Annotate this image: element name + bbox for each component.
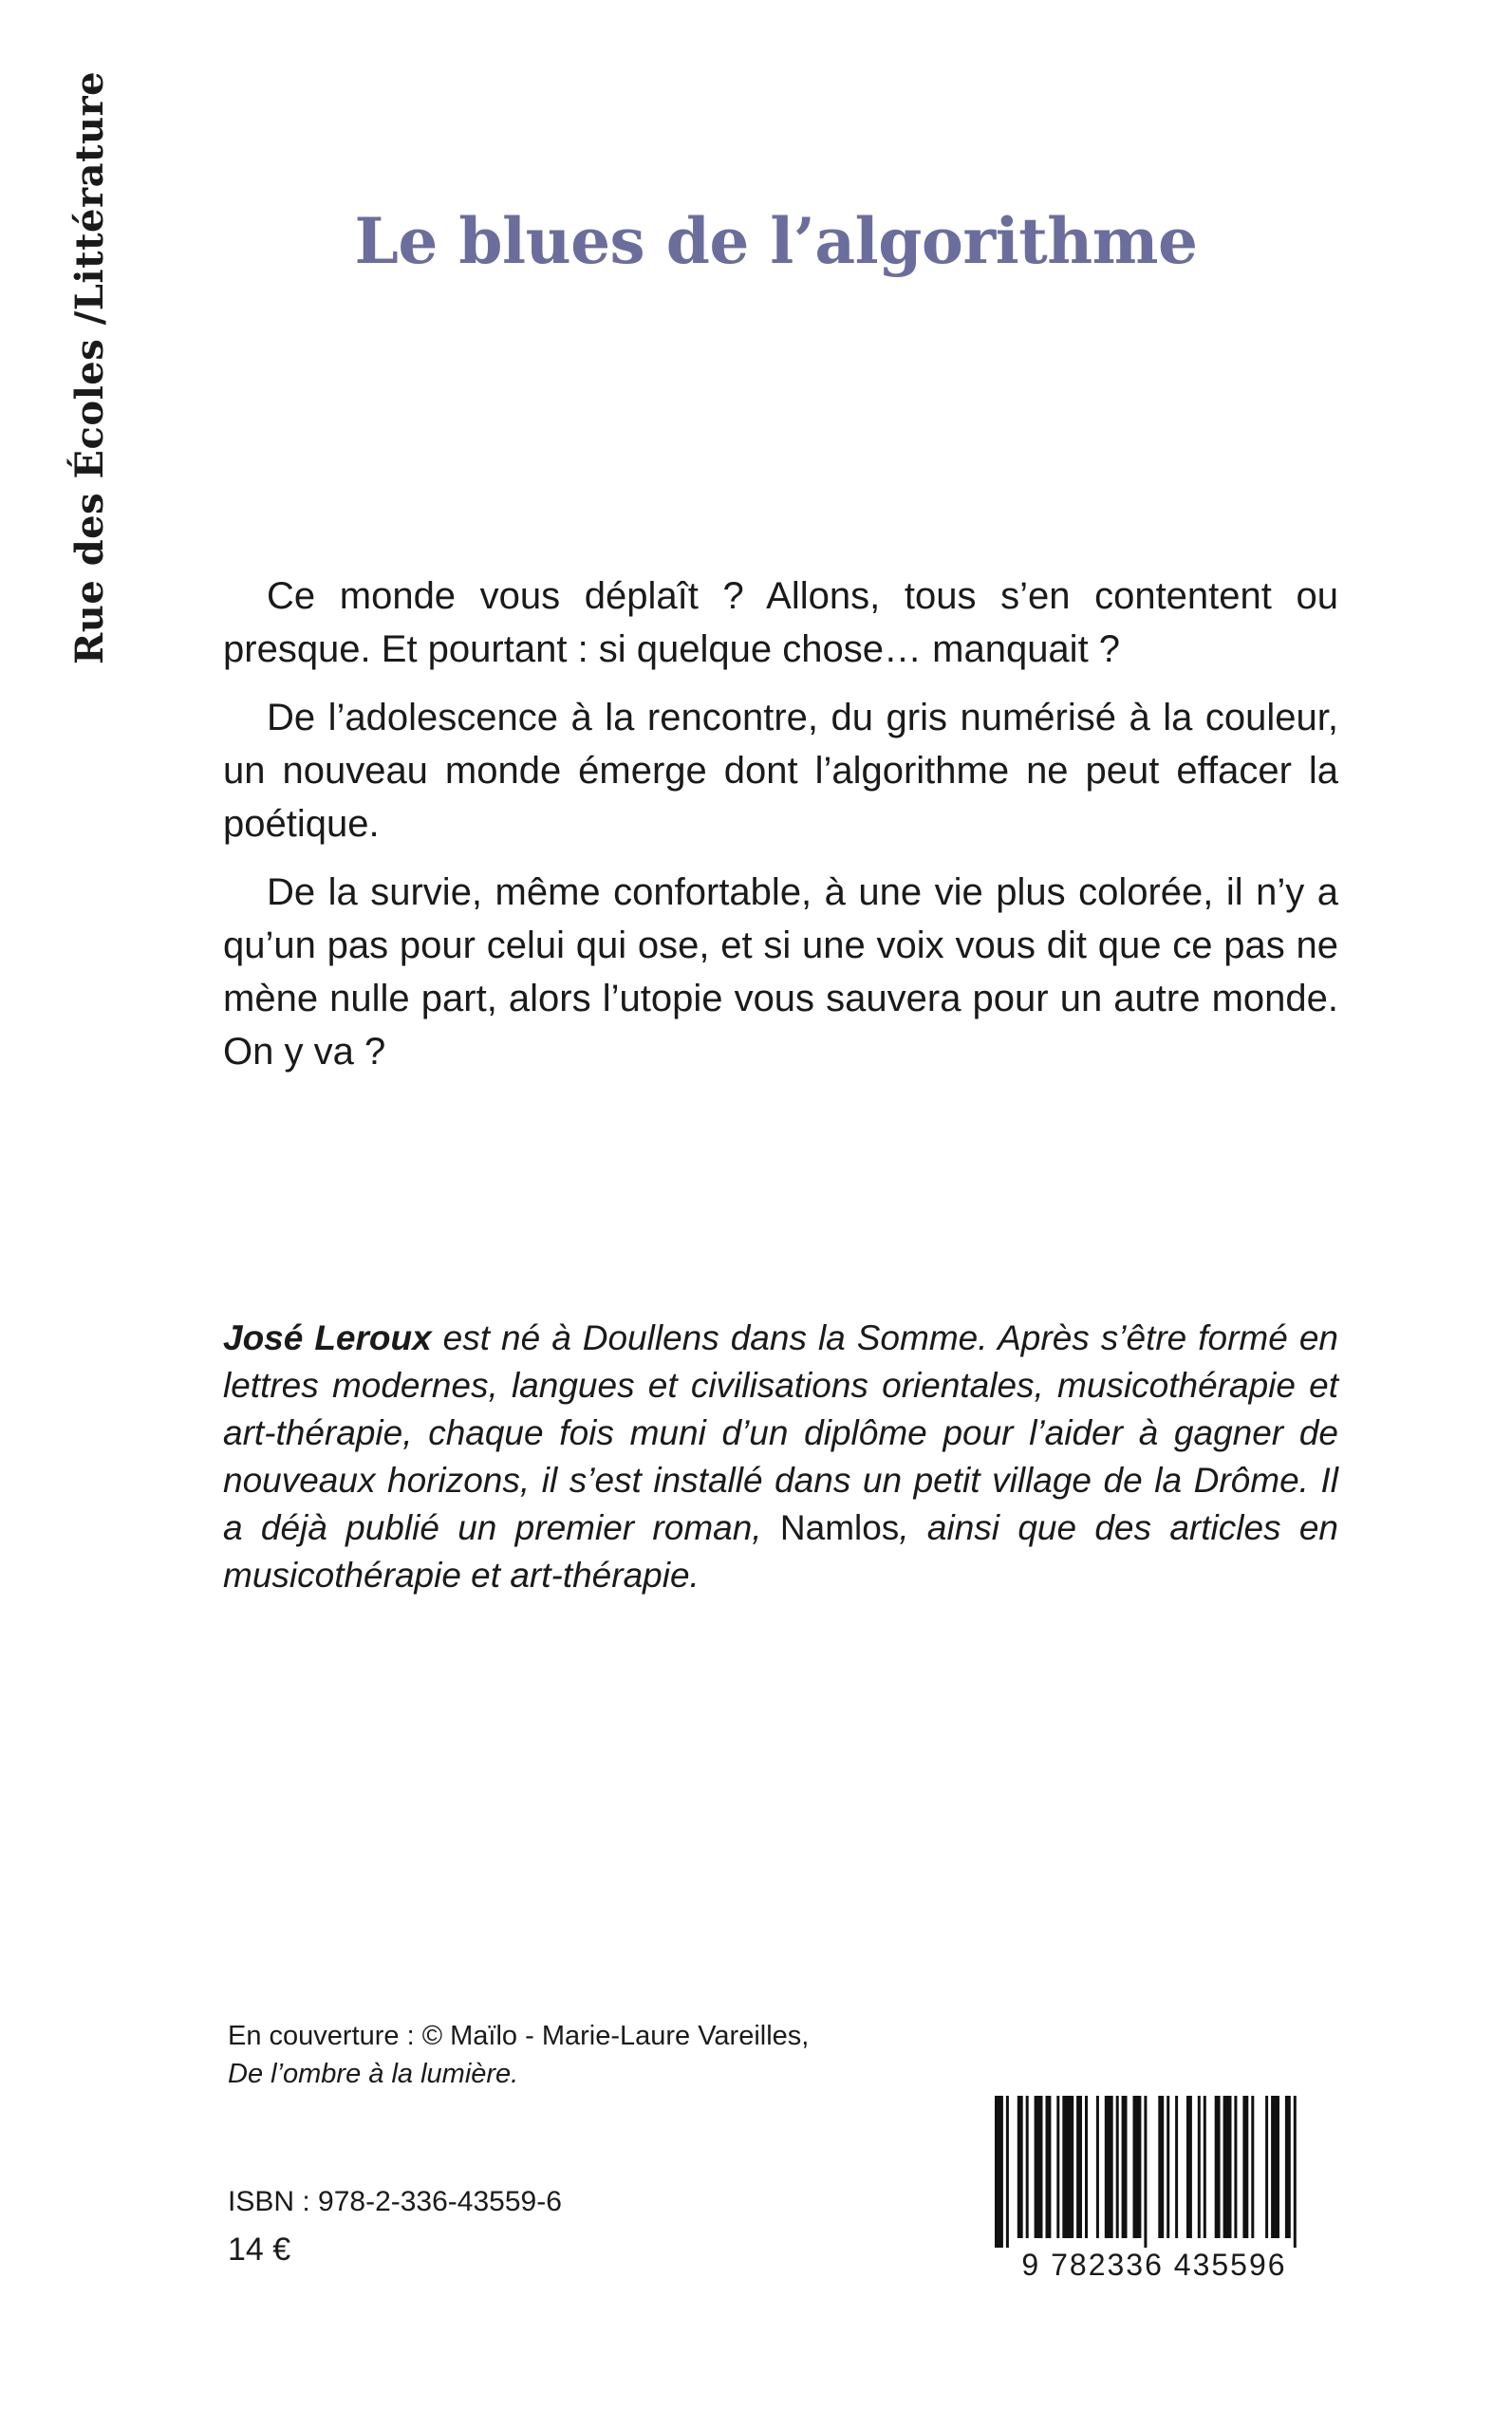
barcode-bar (1056, 2096, 1059, 2238)
cover-credit (228, 2017, 1082, 2093)
blurb-paragraph-2: De l’adolescence à la rencontre, du gris numérisé à la couleur, un nouveau monde émerge dont l’algorithme ne peut effacer la poétique. (223, 697, 1338, 845)
author-bio (223, 1315, 1338, 1599)
barcode-bar (1215, 2096, 1221, 2238)
barcode-bar (1204, 2096, 1206, 2238)
book-title: Le blues de l’algorithme (354, 204, 1198, 278)
barcode-bar (1285, 2096, 1291, 2238)
barcode-bar (1223, 2096, 1232, 2238)
blurb-paragraph-3: De la survie, même confortable, à une vie plus colorée, il n’y a qu’un pas pour celui qui ose, et si une voix vous dit que ce pas ne mène nulle part, alors l’utopie vous sauvera pour un autre monde. On y va ? (223, 871, 1338, 1073)
barcode-bar (1186, 2096, 1192, 2238)
cover-credit-line1: En couverture : © Maïlo - Marie-Laure Vareilles, (228, 2021, 810, 2051)
barcode-bar (995, 2096, 1003, 2248)
barcode-bar (1271, 2096, 1279, 2238)
cover-credit-work: De l’ombre à la lumière. (228, 2059, 519, 2089)
barcode-bar (1242, 2096, 1248, 2238)
isbn: ISBN : 978-2-336-43559-6 (228, 2186, 562, 2217)
bio-text-part2: , ainsi que des articles en musicothérapie et art-thérapie. (223, 1508, 1338, 1595)
bio-text-part1: est né à Doullens dans la Somme. Après s’être formé en lettres modernes, langues et civilisations orientales, musicothérapie et art-thérapie, chaque fois muni d’un diplôme pour l’aider à gagner de nouveaux horizons, il s’est installé dans un petit village de la Drôme. Il a déjà publié un premier roman, (223, 1318, 1338, 1547)
barcode-bar (1006, 2096, 1009, 2248)
barcode-digits: 9 782336 435596 (1021, 2248, 1287, 2282)
blurb-paragraph-1: Ce monde vous déplaît ? Allons, tous s’en contentent ou presque. Et pourtant : si quelque chose… manquait ? (223, 575, 1338, 670)
barcode-bar (1017, 2096, 1023, 2238)
barcode-bar (1116, 2096, 1119, 2238)
barcode-bar (1105, 2096, 1113, 2238)
barcode-bar (1096, 2096, 1099, 2238)
barcode-bar (1294, 2096, 1297, 2248)
barcode-bar (1076, 2096, 1082, 2238)
barcode-bar (1251, 2096, 1254, 2238)
barcode-bar (1046, 2096, 1052, 2238)
barcode-bar (1085, 2096, 1088, 2238)
price: 14 € (228, 2232, 291, 2268)
barcode-bar (1198, 2096, 1201, 2238)
blurb (223, 570, 1338, 1093)
barcode-bar (1265, 2096, 1268, 2238)
barcode-bar (1122, 2096, 1128, 2238)
barcode-bar (1035, 2096, 1043, 2238)
barcode-bar (1144, 2096, 1147, 2248)
author-name: José Leroux (223, 1318, 432, 1357)
series-label: Rue des Écoles /Littérature (67, 70, 112, 664)
barcode-bars (987, 2096, 1321, 2248)
barcode-bar (1167, 2096, 1169, 2238)
barcode-bar (1158, 2096, 1164, 2238)
barcode-bar (1234, 2096, 1237, 2238)
bio-book-title: Namlos (779, 1508, 900, 1547)
barcode-bar (1133, 2096, 1142, 2238)
barcode-bar (1026, 2096, 1029, 2238)
barcode-bar (1062, 2096, 1073, 2238)
barcode-bar (1175, 2096, 1178, 2238)
